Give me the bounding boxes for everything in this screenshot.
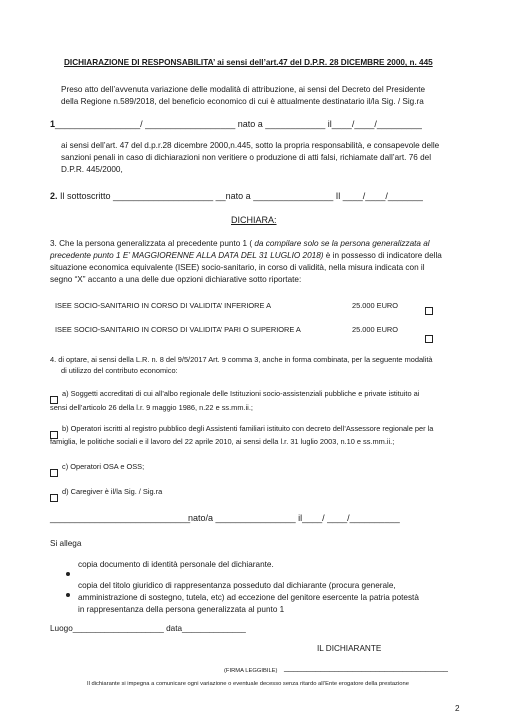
attachment-1-bullet <box>66 563 70 581</box>
isee-option-1-amount: 25.000 EURO <box>352 301 399 310</box>
point-3-line-2-plain: è in possesso di indicatore della <box>325 251 442 260</box>
point-3-line-1 <box>50 238 430 249</box>
point-3-line-2-italic: precedente punto 1 E’ MAGGIORENNE ALLA DATA DEL 31 LUGLIO 2018) <box>50 251 324 260</box>
il-dichiarante-label: IL DICHIARANTE <box>317 644 382 653</box>
document-title: DICHIARAZIONE DI RESPONSABILITA’ ai sensi dell’art.47 del D.P.R. 28 DICEMBRE 2000, n. 445 <box>64 58 433 67</box>
caregiver-birth-line[interactable]: nato/a ________________ il____/ ____/__________ <box>188 513 400 523</box>
option-a-line-2: sensi dell’articolo 26 della l.r. 9 maggio 1986, n.22 e ss.mm.ii.; <box>50 403 253 412</box>
si-allega-label: Si allega <box>50 539 82 548</box>
option-d-checkbox[interactable] <box>50 489 58 507</box>
attachment-1-line-1: copia documento di identità personale del dichiarante. <box>78 560 274 569</box>
point-4-number: 4. <box>50 355 57 364</box>
firma-label: (FIRMA LEGGIBILE) <box>224 668 278 674</box>
intro-line-1: Preso atto dell’avvenuta variazione delle modalità di attribuzione, ai sensi del Decreto del Presidente <box>61 85 426 94</box>
point-4-text: di optare, ai sensi della L.R. n. 8 del 9/5/2017 Art. 9 comma 3, anche in forma combinata, per la seguente modalità <box>58 355 433 364</box>
page-number: 2 <box>455 704 460 713</box>
point-3-line-4: segno “X” accanto a una delle due opzioni dichiarative sotto riportate: <box>50 275 302 284</box>
field-2-row <box>50 191 423 202</box>
attachment-2-line-2: amministrazione di sostegno, tutela, etc) ad eccezione del genitore esercente la patria potestà <box>78 593 419 602</box>
isee-option-2-amount: 25.000 EURO <box>352 325 399 334</box>
point-3-line-2 <box>50 250 442 261</box>
point-3-line-1-plain: 3. Che la persona generalizzata al precedente punto 1 ( <box>50 239 253 248</box>
footer-note: Il dichiarante si impegna a comunicare ogni variazione o eventuale decesso senza ritardo all’Ente erogatore della prestazione <box>87 681 409 687</box>
field-1-number: 1 <box>50 119 56 129</box>
caregiver-name-line[interactable]: ____________________________ <box>50 513 191 523</box>
point-4-line-1 <box>50 355 433 365</box>
option-c-checkbox[interactable] <box>50 464 58 482</box>
attachment-2-line-1: copia del titolo giuridico di rappresentanza posseduto dal dichiarante (procura generale, <box>78 581 396 590</box>
attachment-2-bullet <box>66 584 70 602</box>
option-d-label: d) Caregiver è il/la Sig. / Sig.ra <box>62 487 163 496</box>
isee-option-2-checkbox[interactable] <box>425 330 433 348</box>
sensi-line-1: ai sensi dell’art. 47 del d.p.r.28 dicembre 2000,n.445, sotto la propria responsabilità, e consapevole delle <box>61 141 440 150</box>
field-1-blank-line[interactable]: _________________/ __________________ nato a ____________ il____/____/_________ <box>55 119 422 129</box>
firma-line[interactable]: ____________________________________ <box>284 663 448 672</box>
field-1-row <box>50 119 422 130</box>
isee-option-2-label: ISEE SOCIO-SANITARIO IN CORSO DI VALIDITA’ PARI O SUPERIORE A <box>55 325 301 334</box>
sensi-line-2: sanzioni penali in caso di dichiarazioni non veritiere o produzione di atti falsi, richiamate dall’art. 76 del <box>61 153 432 162</box>
dichiara-heading: DICHIARA: <box>231 215 277 225</box>
option-b-line-2: famiglia, le politiche sociali e il lavoro del 22 aprile 2010, ai sensi della l.r. 31 luglio 2003, n.10 e ss.mm.ii.; <box>50 437 395 446</box>
attachment-2-line-3: in rappresentanza della persona generalizzata al punto 1 <box>78 605 285 614</box>
sensi-line-3: D.P.R. 445/2000, <box>61 165 123 174</box>
point-3-line-3: situazione economica equivalente (ISEE) socio-sanitario, in corso di validità, nella misura indicata con il <box>50 263 425 272</box>
option-b-line-1: b) Operatori iscritti al registro pubblico degli Assistenti familiari istituito con decreto dell’Assessore regionale per la <box>62 424 434 433</box>
option-c-label: c) Operatori OSA e OSS; <box>62 462 145 471</box>
intro-line-2: della Regione n.589/2018, del beneficio economico di cui è attualmente destinatario il/la Sig. / Sig.ra <box>61 97 424 106</box>
option-a-line-1: a) Soggetti accreditati di cui all’albo regionale delle Istituzioni socio-assistenziali pubbliche e private istituito ai <box>62 389 420 398</box>
point-4-line-2: di utilizzo del contributo economico: <box>61 366 178 375</box>
isee-option-1-label: ISEE SOCIO-SANITARIO IN CORSO DI VALIDITA’ INFERIORE A <box>55 301 271 310</box>
field-2-blank-line[interactable]: Il sottoscritto ____________________ __nato a ________________ Il ____/____/_______ <box>60 191 423 201</box>
luogo-data-line[interactable]: Luogo____________________ data______________ <box>50 624 246 633</box>
point-3-line-1-italic: da compilare solo se la persona generalizzata al <box>254 239 430 248</box>
isee-option-1-checkbox[interactable] <box>425 302 433 320</box>
field-2-number: 2. <box>50 191 58 201</box>
